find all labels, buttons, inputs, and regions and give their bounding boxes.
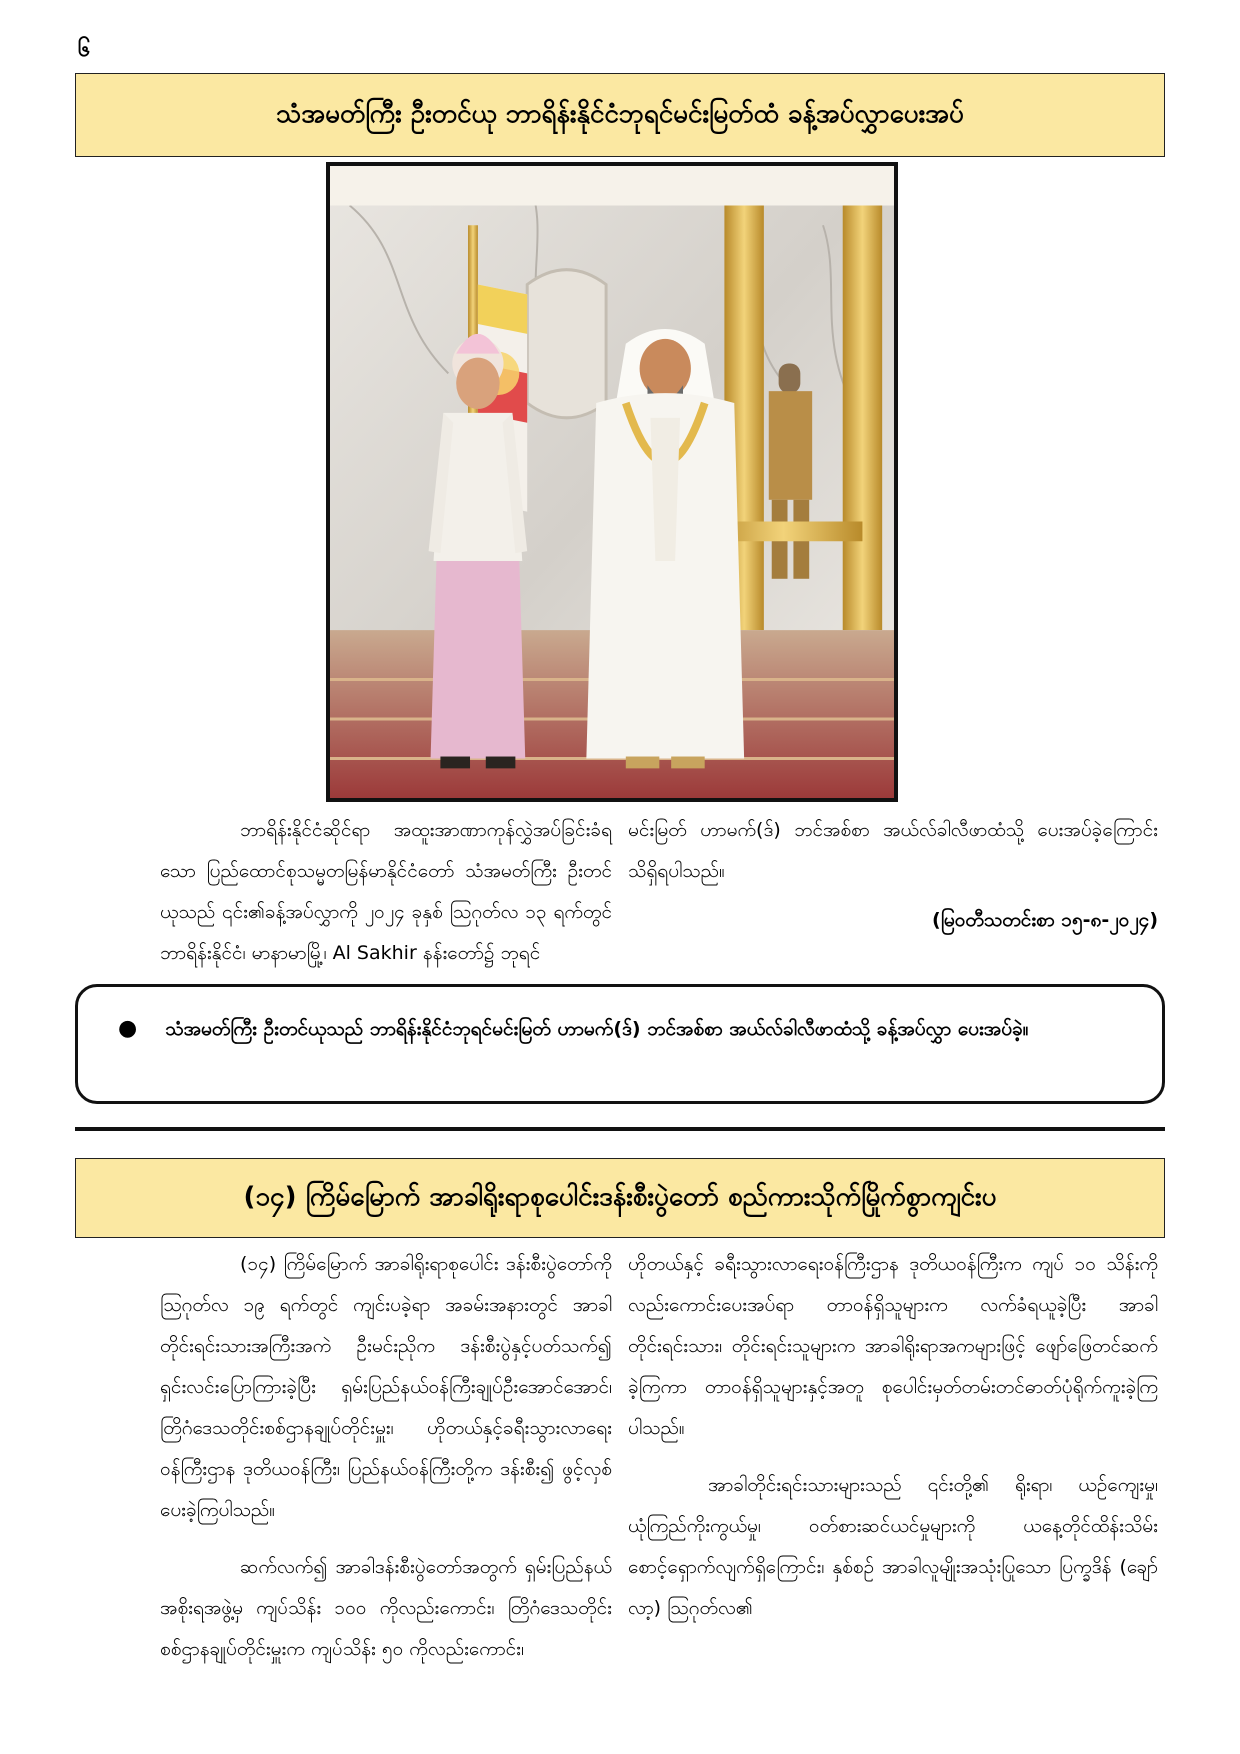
- article-1-column-2: [628, 810, 1158, 908]
- article-2-column-1: [160, 1244, 612, 1686]
- section-divider: [75, 1127, 1165, 1131]
- article-1-paragraph-2: မင်းမြတ် ဟာမက်(ဒ်) ဘင်အစ်စာ အယ်လ်ခါလီဖာထံသို့ ပေးအပ်ခဲ့ကြောင်း သိရှိရပါသည်။: [628, 819, 1158, 882]
- article-2-heading: (၁၄) ကြိမ်မြောက် အာခါရိုးရာစုပေါင်းဒန်းစီးပွဲတော် စည်ကားသိုက်မြိုက်စွာကျင်းပ: [75, 1158, 1165, 1238]
- page-number: ၆: [78, 37, 91, 62]
- article-2-column-2: [628, 1244, 1158, 1645]
- article-1-photo: [326, 162, 898, 802]
- article-2-paragraph-3: ဟိုတယ်နှင့် ခရီးသွားလာရေးဝန်ကြီးဌာန ဒုတိယဝန်ကြီးက ကျပ် ၁၀ သိန်းကိုလည်းကောင်းပေးအပ်ရာ တာဝန်ရှိသူများက လက်ခံရယူခဲ့ပြီး အာခါတိုင်းရင်းသား၊ တိုင်းရင်းသူများက အာခါရိုးရာအကများဖြင့် ဖျော်ဖြေတင်ဆက်ခဲ့ကြကာ တာဝန်ရှိသူများနှင့်အတူ စုပေါင်းမှတ်တမ်းတင်ဓာတ်ပုံရိုက်ကူးခဲ့ကြပါသည်။: [628, 1253, 1158, 1439]
- article-1-source: (မြဝတီသတင်းစာ ၁၅-၈-၂၀၂၄): [932, 909, 1158, 931]
- article-2-paragraph-2: ဆက်လက်၍ အာခါဒန်းစီးပွဲတော်အတွက် ရှမ်းပြည်နယ်အစိုးရအဖွဲ့မှ ကျပ်သိန်း ၁၀၀ ကိုလည်းကောင်း၊ တြိဂံဒေသတိုင်းစစ်ဌာနချုပ်တိုင်းမှူးက ကျပ်သိန်း ၅၀ ကိုလည်းကောင်း၊: [160, 1556, 612, 1660]
- article-1-heading: သံအမတ်ကြီး ဦးတင်ယု ဘာရိန်းနိုင်ငံဘုရင်မင်းမြတ်ထံ ခန့်အပ်လွှာပေးအပ်: [75, 73, 1165, 157]
- ceremony-photo-illustration: [330, 166, 894, 798]
- bullet-icon: ●: [118, 1016, 138, 1041]
- article-1-summary-text: သံအမတ်ကြီး ဦးတင်ယုသည် ဘာရိန်းနိုင်ငံဘုရင်မင်းမြတ် ဟာမက်(ဒ်) ဘင်အစ်စာ အယ်လ်ခါလီဖာထံသို့ ခန့်အပ်လွှာ ပေးအပ်ခဲ့။: [165, 1018, 1029, 1040]
- article-2-paragraph-1: (၁၄) ကြိမ်မြောက် အာခါရိုးရာစုပေါင်း ဒန်းစီးပွဲတော်ကို ဩဂုတ်လ ၁၉ ရက်တွင် ကျင်းပခဲ့ရာ အခမ်းအနားတွင် အာခါတိုင်းရင်းသားအကြီးအကဲ ဦးမင်းညိုက ဒန်းစီးပွဲနှင့်ပတ်သက်၍ ရှင်းလင်းပြောကြားခဲ့ပြီး ရှမ်းပြည်နယ်ဝန်ကြီးချုပ်ဦးအောင်အောင်၊ တြိဂံဒေသတိုင်းစစ်ဌာနချုပ်တိုင်းမှူး၊ ဟိုတယ်နှင့်ခရီးသွားလာရေးဝန်ကြီးဌာန ဒုတိယဝန်ကြီး၊ ပြည်နယ်ဝန်ကြီးတို့က ဒန်းစီး၍ ဖွင့်လှစ်ပေးခဲ့ကြပါသည်။: [160, 1253, 612, 1521]
- article-1-summary-box: [75, 984, 1165, 1104]
- article-2-paragraph-4: အာခါတိုင်းရင်းသားများသည် ၎င်းတို့၏ ရိုးရာ၊ ယဉ်ကျေးမှု၊ ယုံကြည်ကိုးကွယ်မှု၊ ဝတ်စားဆင်ယင်မှုများကို ယနေ့တိုင်ထိန်းသိမ်းစောင့်ရှောက်လျက်ရှိကြောင်း၊ နှစ်စဉ် အာခါလူမျိုးအသုံးပြုသော ပြက္ခဒိန် (ချော်လာ့) ဩဂုတ်လ၏: [628, 1474, 1158, 1619]
- article-1-paragraph-1: ဘာရိန်းနိုင်ငံဆိုင်ရာ အထူးအာဏာကုန်လွှဲအပ်ခြင်းခံရသော ပြည်ထောင်စုသမ္မတမြန်မာနိုင်ငံတော် သံအမတ်ကြီး ဦးတင်ယုသည် ၎င်း၏ခန့်အပ်လွှာကို ၂၀၂၄ ခုနှစ် ဩဂုတ်လ ၁၃ ရက်တွင် ဘာရိန်းနိုင်ငံ၊ မာနာမာမြို့၊ Al Sakhir နန်းတော်၌ ဘုရင်: [160, 819, 612, 964]
- article-1-column-1: [160, 810, 612, 990]
